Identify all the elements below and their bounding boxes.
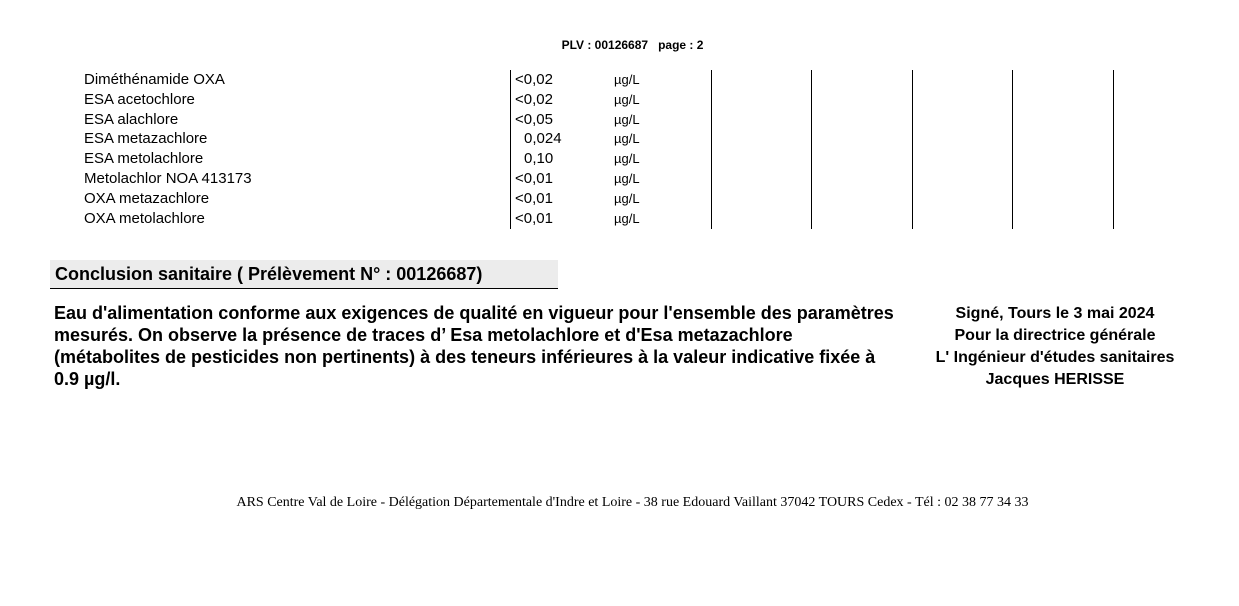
parameter-unit: µg/L — [614, 210, 640, 226]
page-header — [0, 38, 1239, 52]
conclusion-title: Conclusion sanitaire ( Prélèvement N° : 00126687) — [50, 260, 558, 289]
column-divider — [711, 70, 712, 229]
parameter-name: ESA metazachlore — [84, 130, 208, 148]
parameter-value: 0,024 — [524, 130, 562, 148]
conclusion-text: Eau d'alimentation conforme aux exigences de qualité en vigueur pour l'ensemble des paramètres mesurés. On observe la présence de traces d’ Esa metolachlore et d'Esa metazachlore (métabolites de pesticides non pertinents) à des teneurs inférieures à la valeur indicative fixée à 0.9 µg/l. — [54, 303, 894, 389]
signature-date: Signé, Tours le 3 mai 2024 — [955, 305, 1155, 322]
parameter-value: <0,02 — [515, 90, 553, 108]
parameter-unit: µg/L — [614, 151, 640, 167]
parameter-name: ESA metolachlore — [84, 150, 204, 168]
parameter-name: ESA alachlore — [84, 110, 179, 128]
parameter-unit: µg/L — [614, 91, 640, 107]
plv-number: PLV : 00126687 — [561, 38, 649, 52]
parameter-name: OXA metazachlore — [84, 189, 210, 207]
page-number: page : 2 — [658, 38, 704, 52]
parameter-unit: µg/L — [614, 72, 640, 87]
column-divider — [510, 70, 511, 229]
column-divider — [1012, 70, 1013, 229]
signature-on-behalf: Pour la directrice générale — [954, 327, 1156, 344]
parameter-name: Diméthénamide OXA — [84, 71, 225, 88]
parameter-value: <0,01 — [515, 189, 553, 207]
parameter-unit: µg/L — [614, 170, 640, 186]
column-divider — [1113, 70, 1114, 229]
page-footer: ARS Centre Val de Loire - Délégation Départementale d'Indre et Loire - 38 rue Edouard Vaillant 37042 TOURS Cedex - Tél : 02 38 77 34 33 — [236, 495, 1029, 510]
signatory-name: Jacques HERISSE — [985, 371, 1125, 388]
parameter-name: Metolachlor NOA 413173 — [84, 169, 252, 187]
parameter-unit: µg/L — [614, 190, 640, 206]
parameter-unit: µg/L — [614, 131, 640, 147]
column-divider — [912, 70, 913, 229]
signature-title: L' Ingénieur d'études sanitaires — [935, 349, 1175, 366]
parameter-value: <0,01 — [515, 209, 553, 227]
column-divider — [811, 70, 812, 229]
parameter-value: <0,02 — [515, 71, 553, 88]
parameter-unit: µg/L — [614, 111, 640, 127]
parameter-value: <0,01 — [515, 169, 553, 187]
parameter-name: ESA acetochlore — [84, 90, 195, 108]
signature-block — [905, 303, 1205, 391]
parameter-name: OXA metolachlore — [84, 209, 205, 227]
parameter-value: 0,10 — [524, 150, 554, 168]
parameter-value: <0,05 — [515, 110, 553, 128]
